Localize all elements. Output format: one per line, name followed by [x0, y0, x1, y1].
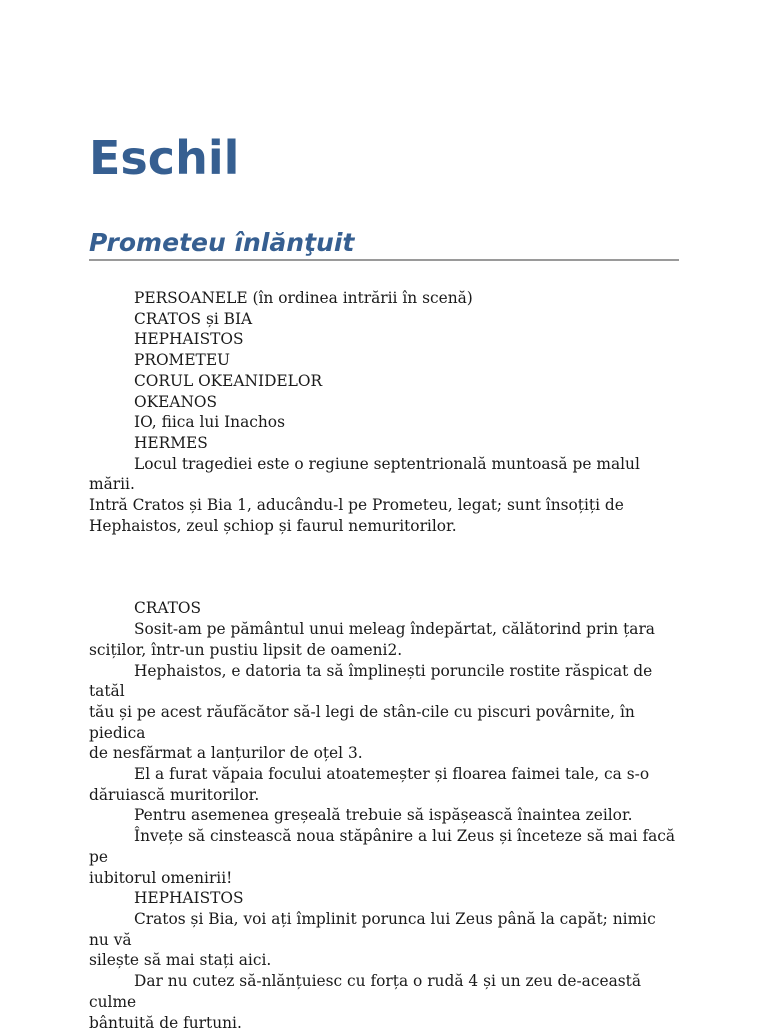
work-title-heading: Prometeu înlănţuit	[89, 228, 355, 257]
section-spacer	[89, 536, 679, 598]
persons-header: PERSOANELE (în ordinea intrării în scenă)	[134, 289, 473, 307]
character-name: CORUL OKEANIDELOR	[134, 371, 323, 390]
title-divider	[89, 259, 679, 261]
dialogue-paragraph: Cratos și Bia, voi ați împlinit porunca lui Zeus până la capăt; nimic nu vă silește să mai stați aici.	[89, 909, 656, 970]
document-body	[89, 288, 679, 1033]
character-name: CRATOS și BIA	[134, 309, 253, 328]
character-name: IO, fiica lui Inachos	[134, 413, 285, 432]
speaker-name: HEPHAISTOS	[134, 889, 244, 908]
dialogue-paragraph: Sosit-am pe pământul unui meleag îndepărtat, călătorind prin țara sciților, într-un pustiu lipsit de oameni2.	[89, 620, 655, 659]
dialogue-paragraph: Pentru asemenea greșeală trebuie să ispășească înaintea zeilor.	[134, 806, 633, 825]
stage-direction: Locul tragediei este o regiune septentrională muntoasă pe malul mării. Intră Cratos și Bia 1, aducându-l pe Prometeu, legat; sunt însoțiți de Hephaistos, zeul șchiop și faurul nemuritorilor.	[89, 454, 640, 535]
speaker-name: CRATOS	[134, 599, 202, 618]
character-name: HERMES	[134, 433, 208, 452]
character-name: HEPHAISTOS	[134, 330, 244, 349]
character-name: OKEANOS	[134, 392, 218, 411]
dialogue-paragraph: Învețe să cinstească noua stăpânire a lui Zeus și înceteze să mai facă pe iubitorul omenirii!	[89, 827, 676, 887]
dialogue-paragraph: Hephaistos, e datoria ta să împlinești poruncile rostite răspicat de tatăl tău și pe acest răufăcător să-l legi de stân-cile cu piscuri povârnite, în piedica de nesfărmat a lanțurilor de oțel 3.	[89, 661, 653, 763]
character-name: PROMETEU	[134, 351, 231, 370]
author-heading: Eschil	[89, 131, 240, 185]
dialogue-paragraph: El a furat văpaia focului atoatemeșter și floarea faimei tale, ca s-o dăruiască muritorilor.	[89, 765, 650, 804]
dialogue-paragraph: Dar nu cutez să-nlănțuiesc cu forța o rudă 4 și un zeu de-această culme bântuită de furtuni.	[89, 972, 642, 1032]
